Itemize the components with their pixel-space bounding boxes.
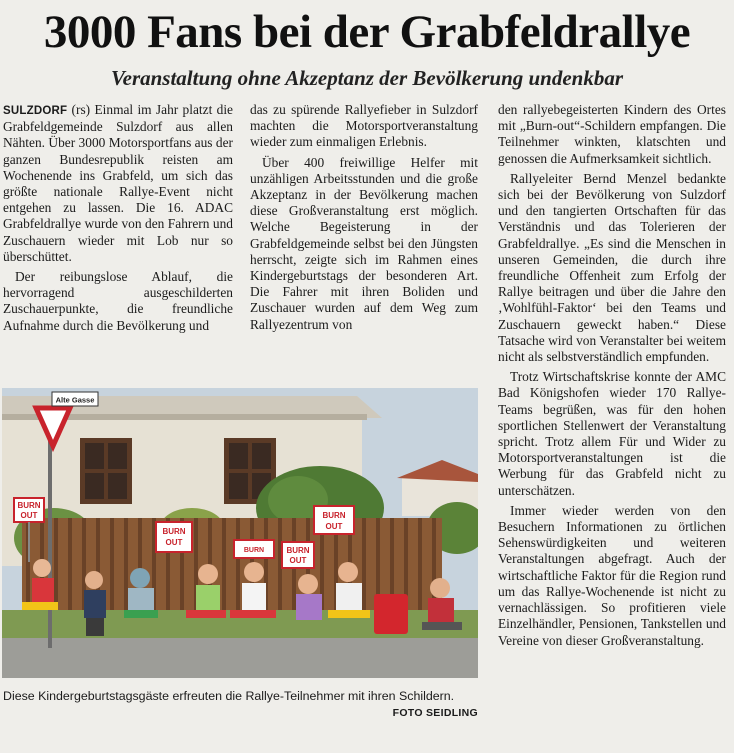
article-column-3 — [498, 102, 726, 651]
paragraph: den rallyebegeisterten Kindern des Ortes mit „Burn-out“-Schildern empfangen. Die Teilnehmer winkten, klatschten und genossen die Aufmerksamkeit sichtlich. — [498, 102, 726, 166]
sign-text: BURN — [162, 527, 186, 536]
paragraph: Immer wieder werden von den Besuchern Informationen zu örtlichen Sehenswürdigkeiten und weiteren Veranstaltungen abgefragt. Auch der wirtschaftliche Faktor für die Region rund um das Rallye-Wochenende ist nicht zu vernachlässigen. So profitieren viele Einzelhändler, Pensionen, Tankstellen und Vereine von dieser Großveranstaltung. — [498, 502, 726, 648]
road — [2, 638, 478, 678]
article-column-1 — [3, 102, 233, 336]
paragraph: Über 400 freiwillige Helfer mit unzähligen Arbeitsstunden und die große Akzeptanz in der Bevölkerung machen diese Großveranstaltung erst möglich. Welche Begeisterung in der Grabfeldgemeinde selbst bei den Jüngsten herrscht, zeigte sich im Rahmen eines Kindergeburtstags der besonderen Art. Die Fahrer mit ihren Boliden und Zuschauer wurden auf dem Weg zum Rallyezentrum von — [250, 154, 478, 332]
sign-text: OUT — [165, 538, 183, 547]
sign-text: OUT — [325, 522, 343, 531]
sign-text: BURN — [286, 546, 310, 555]
paragraph: Der reibungslose Ablauf, die hervorragend ausgeschilderten Zuschauerpunkte, die freundliche Aufnahme durch die Bevölkerung und — [3, 269, 233, 333]
headline: 3000 Fans bei der Grabfeldrallye — [43, 6, 691, 58]
subheadline: Veranstaltung ohne Akzeptanz der Bevölkerung undenkbar — [110, 66, 624, 90]
article-photo — [2, 388, 478, 678]
sign-text: OUT — [20, 511, 38, 520]
sign-text: BURN — [322, 511, 346, 520]
photo-caption: Diese Kindergeburtstagsgäste erfreuten die Rallye-Teilnehmer mit ihren Schildern. — [3, 689, 455, 703]
chair — [374, 594, 408, 634]
paragraph — [3, 102, 233, 265]
sign-text: OUT — [289, 556, 307, 565]
sign-text: BURN — [243, 547, 265, 554]
dateline: SULZDORF — [3, 105, 68, 117]
byline: (rs) — [71, 102, 91, 117]
photo-credit: FOTO SEIDLING — [392, 707, 478, 719]
paragraph-text: Einmal im Jahr platzt die Grabfeldgemeinde Sulzdorf aus allen Nähten. Über 3000 Motorsportfans aus der ganzen Bundesrepublik reisten am Wochenende ins Grabfeld, um sich das größte nationale Rallye-Event nicht entgehen zu lassen. Die 16. ADAC Grabfeldrallye wurde von den Fahrern und Zuschauern wieder mit Lob nur so überschüttet. — [3, 102, 233, 264]
paragraph: Trotz Wirtschaftskrise konnte der AMC Bad Königshofen wieder 170 Rallye-Teams begrüßen, was für den hohen sportlichen Stellenwert der Veranstaltung spricht. Trotz allem Für und Wider zu Motorsportveranstaltungen ist die Werbung für das Grabfeld nicht zu unterschätzen. — [498, 369, 726, 498]
paragraph: Rallyeleiter Bernd Menzel bedankte sich bei der Bevölkerung von Sulzdorf und den tangierten Ortschaften für das Verständnis und das Tolerieren der Grabfeldrallye. „Es sind die Menschen in unseren Gemeinden, die durch ihre freundliche Offenheit zum Erfolg der Rallye beitragen und über die Jahre den ‚Wohlfühl-Faktor‘ bei den Teams und Zuschauern geweckt haben.“ Diese Tatsache wird von Veranstalter bei weitem nicht als selbstverständlich empfunden. — [498, 170, 726, 365]
sign-text: BURN — [17, 501, 41, 510]
article-column-2 — [250, 102, 478, 335]
street-sign-text: Alte Gasse — [55, 395, 95, 405]
paragraph: das zu spürende Rallyefieber in Sulzdorf machten die Motorsportveranstaltung wieder zum einmaligen Erlebnis. — [250, 102, 478, 150]
